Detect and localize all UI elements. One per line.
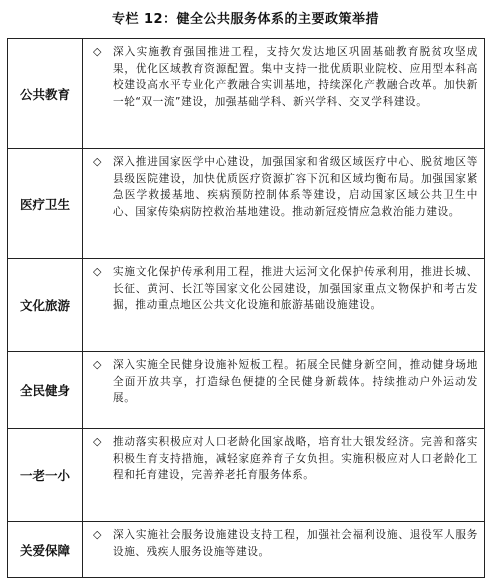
policy-text: 深入推进国家医学中心建设，加强国家和省级区域医疗中心、脱贫地区等县级医院建设，加快优质医疗资源扩容下沉和区域均衡布局。加强国家紧急医学救援基地、疾病预防控制体系等建设，启动国家区域公共卫生中心、国家传染病防控救治基地建设。推动新冠疫情应急救治能力建设。	[113, 156, 478, 218]
category-cell: 关爱保障	[8, 522, 83, 578]
policy-text: 实施文化保护传承利用工程，推进大运河文化保护传承利用，推进长城、长征、黄河、长江等国家文化公园建设，加强国家重点文物保护和考古发掘，推动重点地区公共文化设施和旅游基础设施建设。	[113, 266, 478, 312]
content-cell	[83, 429, 485, 522]
category-cell: 文化旅游	[8, 259, 83, 352]
policy-text: 深入实施社会服务设施建设支持工程，加强社会福利设施、退役军人服务设施、残疾人服务设施等建设。	[113, 529, 478, 558]
category-cell: 医疗卫生	[8, 149, 83, 259]
table-row	[8, 149, 485, 259]
category-cell: 全民健身	[8, 352, 83, 429]
diamond-outline-icon: ◇	[93, 155, 103, 168]
column-title: 专栏 12：健全公共服务体系的主要政策举措	[111, 12, 380, 27]
content-cell	[83, 259, 485, 352]
diamond-outline-icon: ◇	[93, 45, 103, 58]
category-cell: 公共教育	[8, 39, 83, 149]
diamond-outline-icon: ◇	[93, 358, 103, 371]
content-cell	[83, 352, 485, 429]
content-cell	[83, 149, 485, 259]
policy-text: 推动落实积极应对人口老龄化国家战略，培育壮大银发经济。完善和落实积极生育支持措施，减轻家庭养育子女负担。实施积极应对人口老龄化工程和托育建设，完善养老托育服务体系。	[113, 436, 478, 482]
policy-text: 深入实施教育强国推进工程，支持欠发达地区巩固基础教育脱贫攻坚成果，优化区域教育资源配置。集中支持一批优质职业院校、应用型本科高校建设高水平专业化产教融合实训基地，持续深化产教融合改革。加快新一轮“双一流”建设，加强基础学科、新兴学科、交叉学科建设。	[113, 46, 478, 108]
policy-text: 深入实施全民健身设施补短板工程。拓展全民健身新空间，推动健身场地全面开放共享，打造绿色便捷的全民健身新载体。持续推动户外运动发展。	[113, 359, 478, 405]
table-row	[8, 429, 485, 522]
policy-table	[7, 38, 485, 578]
content-cell	[83, 522, 485, 578]
diamond-outline-icon: ◇	[93, 528, 103, 541]
table-row	[8, 39, 485, 149]
category-cell: 一老一小	[8, 429, 83, 522]
diamond-outline-icon: ◇	[93, 265, 103, 278]
content-cell	[83, 39, 485, 149]
diamond-outline-icon: ◇	[93, 435, 103, 448]
table-row	[8, 259, 485, 352]
table-row	[8, 352, 485, 429]
table-row	[8, 522, 485, 578]
